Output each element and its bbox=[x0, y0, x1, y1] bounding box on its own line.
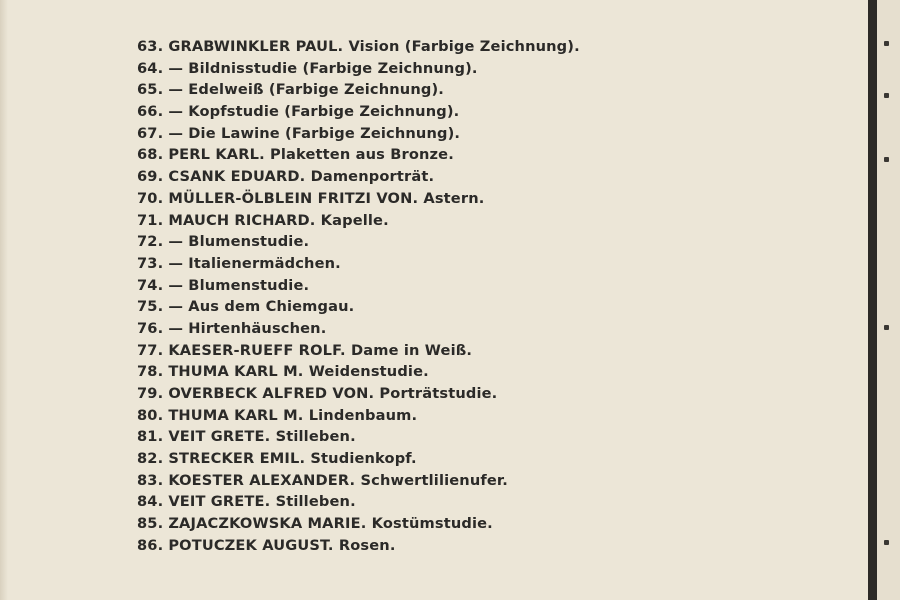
entry-artist: CSANK EDUARD. bbox=[168, 168, 306, 186]
catalog-entry bbox=[137, 166, 580, 188]
entry-title: Studienkopf. bbox=[310, 450, 417, 468]
entry-number: 83. bbox=[137, 471, 164, 489]
catalog-entry bbox=[137, 144, 580, 166]
entry-title: Kopfstudie (Farbige Zeichnung). bbox=[188, 103, 460, 121]
entry-number: 75. bbox=[137, 298, 164, 316]
catalog-entry bbox=[137, 361, 580, 383]
book-spine bbox=[868, 0, 877, 600]
catalog-entry bbox=[137, 101, 580, 123]
entry-number: 67. bbox=[137, 124, 164, 142]
entry-number: 71. bbox=[137, 211, 164, 229]
entry-title: Weidenstudie. bbox=[308, 363, 429, 381]
entry-number: 63. bbox=[137, 38, 164, 55]
entry-artist: OVERBECK ALFRED VON. bbox=[168, 385, 375, 402]
entry-title: Hirtenhäuschen. bbox=[188, 319, 327, 337]
catalog-entry-list bbox=[137, 36, 580, 557]
entry-number: 68. bbox=[137, 146, 164, 164]
binding-mark bbox=[884, 157, 889, 162]
catalog-entry bbox=[137, 470, 580, 492]
entry-title: Astern. bbox=[423, 189, 485, 207]
entry-artist: — bbox=[168, 103, 184, 121]
catalog-entry bbox=[137, 383, 580, 405]
entry-title: Aus dem Chiemgau. bbox=[188, 298, 355, 316]
entry-title: Dame in Weiß. bbox=[350, 341, 473, 359]
entry-artist: PERL KARL. bbox=[168, 146, 265, 164]
catalog-entry bbox=[137, 188, 580, 210]
entry-artist: POTUCZEK AUGUST. bbox=[168, 536, 334, 554]
entry-number: 65. bbox=[137, 81, 164, 99]
entry-number: 70. bbox=[137, 189, 164, 207]
entry-number: 74. bbox=[137, 276, 164, 294]
catalog-entry bbox=[137, 426, 580, 448]
entry-artist: — bbox=[168, 59, 184, 77]
catalog-entry bbox=[137, 405, 580, 427]
binding-mark bbox=[884, 93, 889, 98]
catalog-entry bbox=[137, 36, 580, 58]
entry-artist: — bbox=[168, 233, 184, 251]
entry-artist: — bbox=[168, 298, 184, 316]
entry-artist: KAESER-RUEFF ROLF. bbox=[168, 341, 346, 359]
entry-artist: — bbox=[168, 81, 184, 99]
entry-title: Stilleben. bbox=[275, 428, 356, 446]
entry-title: Stilleben. bbox=[275, 493, 356, 511]
entry-artist: MÜLLER-ÖLBLEIN FRITZI VON. bbox=[168, 189, 419, 207]
entry-title: Edelweiß (Farbige Zeichnung). bbox=[188, 81, 444, 99]
entry-artist: GRABWINKLER PAUL. bbox=[168, 38, 344, 55]
entry-number: 80. bbox=[137, 406, 164, 424]
entry-number: 81. bbox=[137, 428, 164, 446]
entry-number: 86. bbox=[137, 536, 164, 554]
entry-artist: STRECKER EMIL. bbox=[168, 450, 306, 468]
catalog-entry bbox=[137, 513, 580, 535]
entry-title: Plaketten aus Bronze. bbox=[270, 146, 454, 164]
entry-artist: VEIT GRETE. bbox=[168, 428, 271, 446]
catalog-entry bbox=[137, 58, 580, 80]
entry-artist: THUMA KARL M. bbox=[168, 406, 304, 424]
entry-title: Die Lawine (Farbige Zeichnung). bbox=[188, 124, 461, 142]
entry-artist: — bbox=[168, 276, 184, 294]
catalog-entry bbox=[137, 340, 580, 362]
entry-title: Schwertlilienufer. bbox=[360, 471, 508, 489]
entry-title: Blumenstudie. bbox=[188, 276, 310, 294]
catalog-entry bbox=[137, 448, 580, 470]
entry-artist: — bbox=[168, 254, 184, 272]
catalog-entry bbox=[137, 535, 580, 557]
entry-number: 66. bbox=[137, 103, 164, 121]
entry-title: Kapelle. bbox=[320, 211, 389, 229]
entry-number: 79. bbox=[137, 385, 164, 402]
entry-title: Porträtstudie. bbox=[379, 385, 498, 402]
entry-artist: ZAJACZKOWSKA MARIE. bbox=[168, 515, 367, 533]
entry-number: 78. bbox=[137, 363, 164, 381]
entry-number: 82. bbox=[137, 450, 164, 468]
catalog-entry bbox=[137, 231, 580, 253]
entry-artist: THUMA KARL M. bbox=[168, 363, 304, 381]
entry-number: 72. bbox=[137, 233, 164, 251]
catalog-entry bbox=[137, 253, 580, 275]
entry-number: 77. bbox=[137, 341, 164, 359]
catalog-entry bbox=[137, 296, 580, 318]
entry-title: Bildnisstudie (Farbige Zeichnung). bbox=[188, 59, 478, 77]
entry-number: 69. bbox=[137, 168, 164, 186]
entry-number: 73. bbox=[137, 254, 164, 272]
binding-mark bbox=[884, 325, 889, 330]
entry-title: Blumenstudie. bbox=[188, 233, 310, 251]
catalog-entry bbox=[137, 318, 580, 340]
entry-number: 76. bbox=[137, 319, 164, 337]
entry-title: Rosen. bbox=[338, 536, 396, 554]
entry-number: 85. bbox=[137, 515, 164, 533]
entry-title: Kostümstudie. bbox=[371, 515, 493, 533]
entry-artist: KOESTER ALEXANDER. bbox=[168, 471, 356, 489]
catalog-entry bbox=[137, 491, 580, 513]
page-edge-shadow bbox=[0, 0, 8, 600]
binding-mark bbox=[884, 540, 889, 545]
catalog-entry bbox=[137, 79, 580, 101]
entry-title: Damenporträt. bbox=[310, 168, 435, 186]
catalog-entry bbox=[137, 123, 580, 145]
catalog-entry bbox=[137, 210, 580, 232]
entry-artist: — bbox=[168, 124, 184, 142]
catalog-entry bbox=[137, 275, 580, 297]
entry-number: 84. bbox=[137, 493, 164, 511]
entry-title: Italienermädchen. bbox=[188, 254, 341, 272]
binding-mark bbox=[884, 41, 889, 46]
entry-title: Vision (Farbige Zeichnung). bbox=[348, 38, 580, 55]
entry-title: Lindenbaum. bbox=[308, 406, 418, 424]
entry-number: 64. bbox=[137, 59, 164, 77]
entry-artist: VEIT GRETE. bbox=[168, 493, 271, 511]
entry-artist: — bbox=[168, 319, 184, 337]
entry-artist: MAUCH RICHARD. bbox=[168, 211, 316, 229]
facing-page-edge bbox=[877, 0, 900, 600]
